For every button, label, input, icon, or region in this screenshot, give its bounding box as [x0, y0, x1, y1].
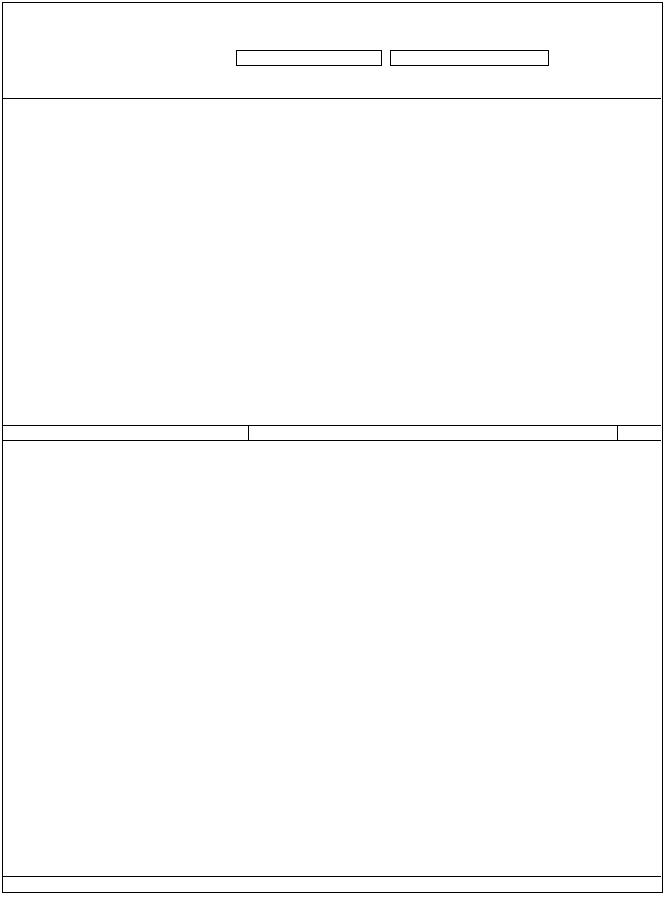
page-frame [2, 2, 663, 893]
grand-total-top-rule [3, 425, 661, 426]
grand-total-divider [248, 425, 249, 440]
grand-total-bottom-rule [3, 440, 661, 441]
grand-total-divider [617, 425, 618, 440]
period-2019-box [236, 50, 382, 66]
footer-rule [3, 876, 661, 877]
header-rule [3, 98, 661, 99]
period-2018-box [390, 50, 549, 66]
